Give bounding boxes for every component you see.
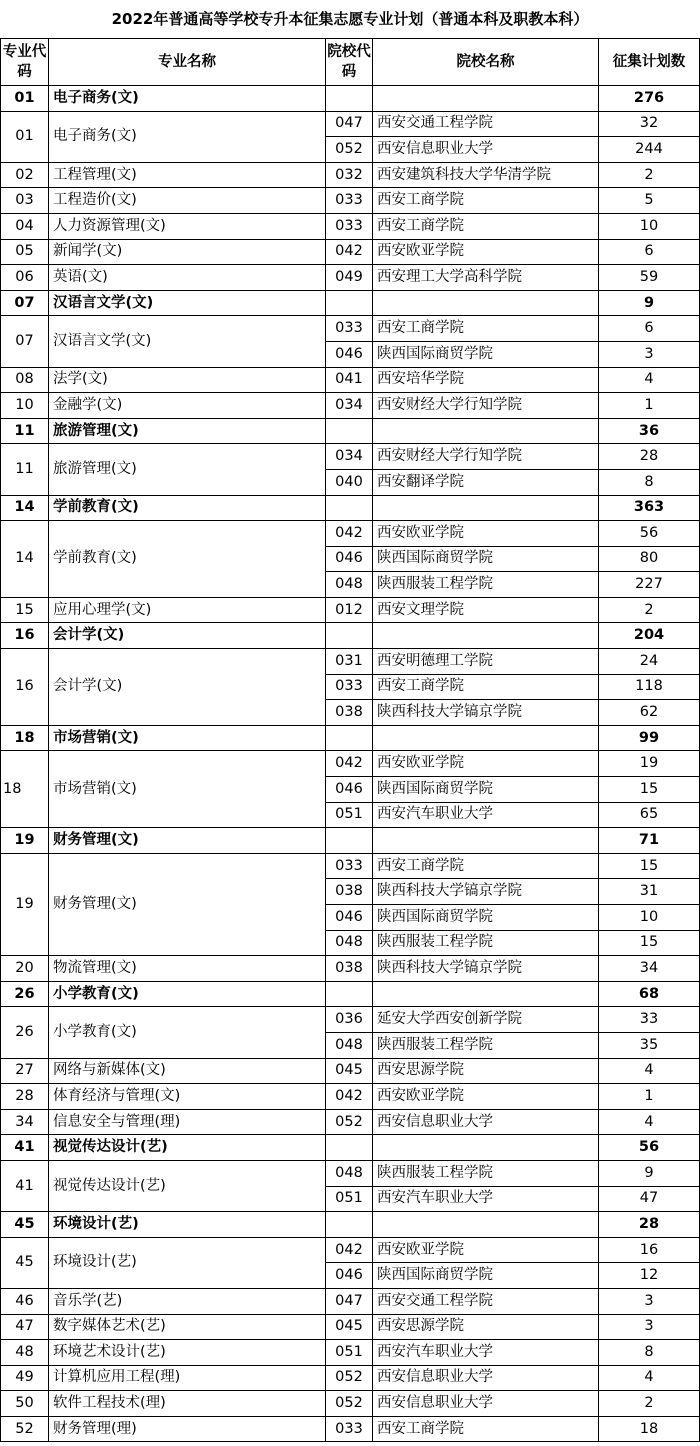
school-code: 038 bbox=[326, 879, 373, 905]
school-name: 西安工商学院 bbox=[373, 213, 599, 239]
plan-count: 15 bbox=[599, 777, 700, 803]
table-row bbox=[1, 444, 700, 470]
table-row bbox=[1, 1160, 700, 1186]
school-name bbox=[373, 981, 599, 1007]
school-code: 045 bbox=[326, 1314, 373, 1340]
major-name: 小学教育(文) bbox=[49, 981, 326, 1007]
major-code: 18 bbox=[1, 725, 49, 751]
plan-count: 1 bbox=[599, 393, 700, 419]
major-name: 物流管理(文) bbox=[49, 956, 326, 982]
subtotal-row bbox=[1, 828, 700, 854]
plan-count: 15 bbox=[599, 930, 700, 956]
major-name: 电子商务(文) bbox=[49, 111, 326, 162]
major-name: 软件工程技术(理) bbox=[49, 1391, 326, 1417]
plan-count-total: 204 bbox=[599, 623, 700, 649]
school-code: 042 bbox=[326, 239, 373, 265]
school-code: 033 bbox=[326, 316, 373, 342]
table-row bbox=[1, 1007, 700, 1033]
school-name: 西安信息职业大学 bbox=[373, 1365, 599, 1391]
school-name: 陕西服装工程学院 bbox=[373, 572, 599, 598]
plan-count-total: 68 bbox=[599, 981, 700, 1007]
plan-count: 6 bbox=[599, 239, 700, 265]
major-name: 新闻学(文) bbox=[49, 239, 326, 265]
school-code: 031 bbox=[326, 649, 373, 675]
school-name bbox=[373, 418, 599, 444]
school-code: 012 bbox=[326, 597, 373, 623]
plan-count-total: 56 bbox=[599, 1135, 700, 1161]
school-name: 西安信息职业大学 bbox=[373, 1391, 599, 1417]
school-code bbox=[326, 495, 373, 521]
school-name: 西安工商学院 bbox=[373, 188, 599, 214]
table-row bbox=[1, 393, 700, 419]
major-code: 14 bbox=[1, 521, 49, 598]
major-code: 27 bbox=[1, 1058, 49, 1084]
school-name: 陕西科技大学镐京学院 bbox=[373, 700, 599, 726]
plan-count-total: 363 bbox=[599, 495, 700, 521]
plan-count-total: 9 bbox=[599, 290, 700, 316]
school-code: 052 bbox=[326, 1365, 373, 1391]
school-code: 042 bbox=[326, 751, 373, 777]
plan-count: 80 bbox=[599, 546, 700, 572]
major-name: 财务管理(理) bbox=[49, 1416, 326, 1442]
major-name: 人力资源管理(文) bbox=[49, 213, 326, 239]
school-name bbox=[373, 725, 599, 751]
school-name: 西安欧亚学院 bbox=[373, 239, 599, 265]
major-name: 应用心理学(文) bbox=[49, 597, 326, 623]
school-name: 陕西科技大学镐京学院 bbox=[373, 956, 599, 982]
school-code: 032 bbox=[326, 162, 373, 188]
plan-count: 10 bbox=[599, 213, 700, 239]
table-body bbox=[1, 86, 700, 1442]
major-name: 体育经济与管理(文) bbox=[49, 1084, 326, 1110]
school-name: 西安建筑科技大学华清学院 bbox=[373, 162, 599, 188]
school-code: 041 bbox=[326, 367, 373, 393]
plan-count: 28 bbox=[599, 444, 700, 470]
major-code: 50 bbox=[1, 1391, 49, 1417]
school-name: 陕西科技大学镐京学院 bbox=[373, 879, 599, 905]
major-name: 电子商务(文) bbox=[49, 86, 326, 112]
plan-count: 5 bbox=[599, 188, 700, 214]
major-code: 14 bbox=[1, 495, 49, 521]
plan-count: 33 bbox=[599, 1007, 700, 1033]
plan-count: 10 bbox=[599, 905, 700, 931]
school-code: 047 bbox=[326, 111, 373, 137]
major-name: 英语(文) bbox=[49, 265, 326, 291]
school-name: 西安信息职业大学 bbox=[373, 137, 599, 163]
major-code: 19 bbox=[1, 828, 49, 854]
plan-count: 34 bbox=[599, 956, 700, 982]
plan-count: 62 bbox=[599, 700, 700, 726]
school-code: 042 bbox=[326, 1237, 373, 1263]
plan-count: 3 bbox=[599, 1288, 700, 1314]
school-name: 陕西服装工程学院 bbox=[373, 1032, 599, 1058]
major-code: 49 bbox=[1, 1365, 49, 1391]
school-code: 048 bbox=[326, 1160, 373, 1186]
school-name: 西安信息职业大学 bbox=[373, 1109, 599, 1135]
major-code: 46 bbox=[1, 1288, 49, 1314]
school-name: 陕西国际商贸学院 bbox=[373, 905, 599, 931]
school-name: 西安工商学院 bbox=[373, 316, 599, 342]
school-code: 046 bbox=[326, 777, 373, 803]
school-code: 038 bbox=[326, 956, 373, 982]
school-code: 046 bbox=[326, 905, 373, 931]
school-name: 西安理工大学高科学院 bbox=[373, 265, 599, 291]
header-major-name: 专业名称 bbox=[49, 39, 326, 86]
school-name: 西安培华学院 bbox=[373, 367, 599, 393]
major-name: 市场营销(文) bbox=[49, 751, 326, 828]
header-school-code: 院校代码 bbox=[326, 39, 373, 86]
school-code: 033 bbox=[326, 188, 373, 214]
school-name: 陕西国际商贸学院 bbox=[373, 546, 599, 572]
table-row bbox=[1, 1084, 700, 1110]
major-name: 法学(文) bbox=[49, 367, 326, 393]
major-code: 16 bbox=[1, 649, 49, 726]
school-code bbox=[326, 1212, 373, 1238]
plan-count-total: 28 bbox=[599, 1212, 700, 1238]
subtotal-row bbox=[1, 725, 700, 751]
school-code bbox=[326, 828, 373, 854]
plan-count: 65 bbox=[599, 802, 700, 828]
major-code: 28 bbox=[1, 1084, 49, 1110]
plan-count: 244 bbox=[599, 137, 700, 163]
school-code: 048 bbox=[326, 1032, 373, 1058]
plan-count: 3 bbox=[599, 1314, 700, 1340]
school-name: 西安工商学院 bbox=[373, 1416, 599, 1442]
school-name: 西安文理学院 bbox=[373, 597, 599, 623]
school-code: 045 bbox=[326, 1058, 373, 1084]
plan-count: 118 bbox=[599, 674, 700, 700]
table-row bbox=[1, 751, 700, 777]
major-code: 01 bbox=[1, 86, 49, 112]
school-code: 051 bbox=[326, 1340, 373, 1366]
school-name: 西安财经大学行知学院 bbox=[373, 393, 599, 419]
subtotal-row bbox=[1, 418, 700, 444]
plan-count: 59 bbox=[599, 265, 700, 291]
school-code: 046 bbox=[326, 546, 373, 572]
school-name bbox=[373, 1135, 599, 1161]
school-code: 036 bbox=[326, 1007, 373, 1033]
school-name: 西安工商学院 bbox=[373, 853, 599, 879]
major-code: 26 bbox=[1, 981, 49, 1007]
plan-count: 32 bbox=[599, 111, 700, 137]
major-code: 08 bbox=[1, 367, 49, 393]
major-code: 19 bbox=[1, 853, 49, 955]
school-name: 西安欧亚学院 bbox=[373, 1237, 599, 1263]
major-name: 工程造价(文) bbox=[49, 188, 326, 214]
plan-count: 3 bbox=[599, 341, 700, 367]
major-name: 会计学(文) bbox=[49, 649, 326, 726]
plan-count: 2 bbox=[599, 162, 700, 188]
table-row bbox=[1, 1109, 700, 1135]
major-code: 04 bbox=[1, 213, 49, 239]
plan-count: 1 bbox=[599, 1084, 700, 1110]
table-row bbox=[1, 162, 700, 188]
major-code: 06 bbox=[1, 265, 49, 291]
subtotal-row bbox=[1, 1135, 700, 1161]
major-code: 03 bbox=[1, 188, 49, 214]
major-name: 学前教育(文) bbox=[49, 495, 326, 521]
major-code: 48 bbox=[1, 1340, 49, 1366]
school-name: 陕西国际商贸学院 bbox=[373, 777, 599, 803]
school-code bbox=[326, 1135, 373, 1161]
plan-count: 4 bbox=[599, 1109, 700, 1135]
school-code: 042 bbox=[326, 521, 373, 547]
table-row bbox=[1, 188, 700, 214]
table-row bbox=[1, 853, 700, 879]
document-title: 2022年普通高等学校专升本征集志愿专业计划（普通本科及职教本科） bbox=[111, 10, 589, 28]
school-code bbox=[326, 981, 373, 1007]
school-code: 033 bbox=[326, 853, 373, 879]
major-name: 金融学(文) bbox=[49, 393, 326, 419]
major-code: 45 bbox=[1, 1237, 49, 1288]
school-name: 西安欧亚学院 bbox=[373, 1084, 599, 1110]
major-code: 41 bbox=[1, 1135, 49, 1161]
school-code: 048 bbox=[326, 930, 373, 956]
table-row bbox=[1, 213, 700, 239]
table-row bbox=[1, 1416, 700, 1442]
school-code: 046 bbox=[326, 341, 373, 367]
table-row bbox=[1, 316, 700, 342]
school-code: 052 bbox=[326, 1109, 373, 1135]
school-code: 034 bbox=[326, 444, 373, 470]
major-name: 会计学(文) bbox=[49, 623, 326, 649]
table-row bbox=[1, 956, 700, 982]
school-name: 西安明德理工学院 bbox=[373, 649, 599, 675]
plan-count: 16 bbox=[599, 1237, 700, 1263]
subtotal-row bbox=[1, 495, 700, 521]
table-row bbox=[1, 239, 700, 265]
major-code: 16 bbox=[1, 623, 49, 649]
school-name: 西安财经大学行知学院 bbox=[373, 444, 599, 470]
table-row bbox=[1, 265, 700, 291]
major-code: 52 bbox=[1, 1416, 49, 1442]
school-name bbox=[373, 828, 599, 854]
table-row bbox=[1, 1340, 700, 1366]
plan-count: 31 bbox=[599, 879, 700, 905]
major-code: 02 bbox=[1, 162, 49, 188]
plan-count: 47 bbox=[599, 1186, 700, 1212]
table-header-row bbox=[1, 39, 700, 86]
major-name: 工程管理(文) bbox=[49, 162, 326, 188]
school-code bbox=[326, 623, 373, 649]
major-name: 视觉传达设计(艺) bbox=[49, 1135, 326, 1161]
major-name: 汉语言文学(文) bbox=[49, 290, 326, 316]
major-name: 环境设计(艺) bbox=[49, 1237, 326, 1288]
major-code: 11 bbox=[1, 444, 49, 495]
major-name: 计算机应用工程(理) bbox=[49, 1365, 326, 1391]
subtotal-row bbox=[1, 981, 700, 1007]
school-code: 052 bbox=[326, 1391, 373, 1417]
table-row bbox=[1, 367, 700, 393]
plan-count: 35 bbox=[599, 1032, 700, 1058]
major-name: 视觉传达设计(艺) bbox=[49, 1160, 326, 1211]
school-name: 西安汽车职业大学 bbox=[373, 1186, 599, 1212]
school-code: 033 bbox=[326, 674, 373, 700]
school-code: 049 bbox=[326, 265, 373, 291]
subtotal-row bbox=[1, 290, 700, 316]
school-name: 陕西国际商贸学院 bbox=[373, 1263, 599, 1289]
major-code: 10 bbox=[1, 393, 49, 419]
plan-count: 19 bbox=[599, 751, 700, 777]
school-code bbox=[326, 290, 373, 316]
subtotal-row bbox=[1, 1212, 700, 1238]
school-code: 046 bbox=[326, 1263, 373, 1289]
school-name: 西安欧亚学院 bbox=[373, 521, 599, 547]
plan-count: 56 bbox=[599, 521, 700, 547]
plan-count-total: 71 bbox=[599, 828, 700, 854]
major-name: 旅游管理(文) bbox=[49, 418, 326, 444]
school-name: 西安交通工程学院 bbox=[373, 1288, 599, 1314]
major-name: 学前教育(文) bbox=[49, 521, 326, 598]
plan-count: 8 bbox=[599, 469, 700, 495]
major-code: 20 bbox=[1, 956, 49, 982]
major-name: 财务管理(文) bbox=[49, 828, 326, 854]
school-name: 陕西服装工程学院 bbox=[373, 1160, 599, 1186]
major-code: 07 bbox=[1, 316, 49, 367]
major-name: 旅游管理(文) bbox=[49, 444, 326, 495]
plan-count: 8 bbox=[599, 1340, 700, 1366]
school-code: 042 bbox=[326, 1084, 373, 1110]
school-code: 051 bbox=[326, 802, 373, 828]
school-code: 051 bbox=[326, 1186, 373, 1212]
major-code: 34 bbox=[1, 1109, 49, 1135]
plan-table bbox=[0, 38, 700, 1442]
major-name: 汉语言文学(文) bbox=[49, 316, 326, 367]
school-name: 西安交通工程学院 bbox=[373, 111, 599, 137]
table-row bbox=[1, 1365, 700, 1391]
plan-count: 12 bbox=[599, 1263, 700, 1289]
school-code: 047 bbox=[326, 1288, 373, 1314]
school-name: 西安欧亚学院 bbox=[373, 751, 599, 777]
table-row bbox=[1, 1237, 700, 1263]
subtotal-row bbox=[1, 623, 700, 649]
school-code: 040 bbox=[326, 469, 373, 495]
plan-count: 4 bbox=[599, 1058, 700, 1084]
plan-count: 15 bbox=[599, 853, 700, 879]
major-name: 财务管理(文) bbox=[49, 853, 326, 955]
school-code: 052 bbox=[326, 137, 373, 163]
table-row bbox=[1, 1391, 700, 1417]
school-name bbox=[373, 623, 599, 649]
major-code: 18 bbox=[1, 751, 49, 828]
school-code: 048 bbox=[326, 572, 373, 598]
major-code: 01 bbox=[1, 111, 49, 162]
major-name: 信息安全与管理(理) bbox=[49, 1109, 326, 1135]
school-name bbox=[373, 495, 599, 521]
school-name: 陕西国际商贸学院 bbox=[373, 341, 599, 367]
school-name: 西安思源学院 bbox=[373, 1314, 599, 1340]
school-code: 038 bbox=[326, 700, 373, 726]
plan-count: 9 bbox=[599, 1160, 700, 1186]
major-name: 数字媒体艺术(艺) bbox=[49, 1314, 326, 1340]
table-row bbox=[1, 1314, 700, 1340]
plan-count: 24 bbox=[599, 649, 700, 675]
plan-count: 4 bbox=[599, 1365, 700, 1391]
table-row bbox=[1, 597, 700, 623]
plan-count: 227 bbox=[599, 572, 700, 598]
plan-count: 6 bbox=[599, 316, 700, 342]
plan-count: 4 bbox=[599, 367, 700, 393]
table-row bbox=[1, 1058, 700, 1084]
header-school-name: 院校名称 bbox=[373, 39, 599, 86]
major-code: 15 bbox=[1, 597, 49, 623]
school-code bbox=[326, 86, 373, 112]
school-code bbox=[326, 418, 373, 444]
subtotal-row bbox=[1, 86, 700, 112]
school-name: 西安翻译学院 bbox=[373, 469, 599, 495]
major-code: 26 bbox=[1, 1007, 49, 1058]
plan-count-total: 276 bbox=[599, 86, 700, 112]
school-name bbox=[373, 290, 599, 316]
table-row bbox=[1, 1288, 700, 1314]
major-code: 47 bbox=[1, 1314, 49, 1340]
major-name: 市场营销(文) bbox=[49, 725, 326, 751]
major-name: 小学教育(文) bbox=[49, 1007, 326, 1058]
school-name: 延安大学西安创新学院 bbox=[373, 1007, 599, 1033]
major-code: 41 bbox=[1, 1160, 49, 1211]
school-code: 034 bbox=[326, 393, 373, 419]
school-name bbox=[373, 86, 599, 112]
plan-count-total: 99 bbox=[599, 725, 700, 751]
major-code: 45 bbox=[1, 1212, 49, 1238]
plan-count-total: 36 bbox=[599, 418, 700, 444]
table-row bbox=[1, 521, 700, 547]
table-row bbox=[1, 111, 700, 137]
school-name: 西安汽车职业大学 bbox=[373, 1340, 599, 1366]
plan-count: 2 bbox=[599, 1391, 700, 1417]
plan-count: 18 bbox=[599, 1416, 700, 1442]
major-code: 05 bbox=[1, 239, 49, 265]
school-name bbox=[373, 1212, 599, 1238]
school-name: 西安工商学院 bbox=[373, 674, 599, 700]
major-code: 11 bbox=[1, 418, 49, 444]
major-name: 环境艺术设计(艺) bbox=[49, 1340, 326, 1366]
school-code: 033 bbox=[326, 213, 373, 239]
table-row bbox=[1, 649, 700, 675]
major-name: 音乐学(艺) bbox=[49, 1288, 326, 1314]
school-name: 西安汽车职业大学 bbox=[373, 802, 599, 828]
major-code: 07 bbox=[1, 290, 49, 316]
school-code: 033 bbox=[326, 1416, 373, 1442]
major-name: 网络与新媒体(文) bbox=[49, 1058, 326, 1084]
major-name: 环境设计(艺) bbox=[49, 1212, 326, 1238]
school-code bbox=[326, 725, 373, 751]
school-name: 西安思源学院 bbox=[373, 1058, 599, 1084]
school-name: 陕西服装工程学院 bbox=[373, 930, 599, 956]
header-count: 征集计划数 bbox=[599, 39, 700, 86]
header-major-code: 专业代码 bbox=[1, 39, 49, 86]
plan-count: 2 bbox=[599, 597, 700, 623]
